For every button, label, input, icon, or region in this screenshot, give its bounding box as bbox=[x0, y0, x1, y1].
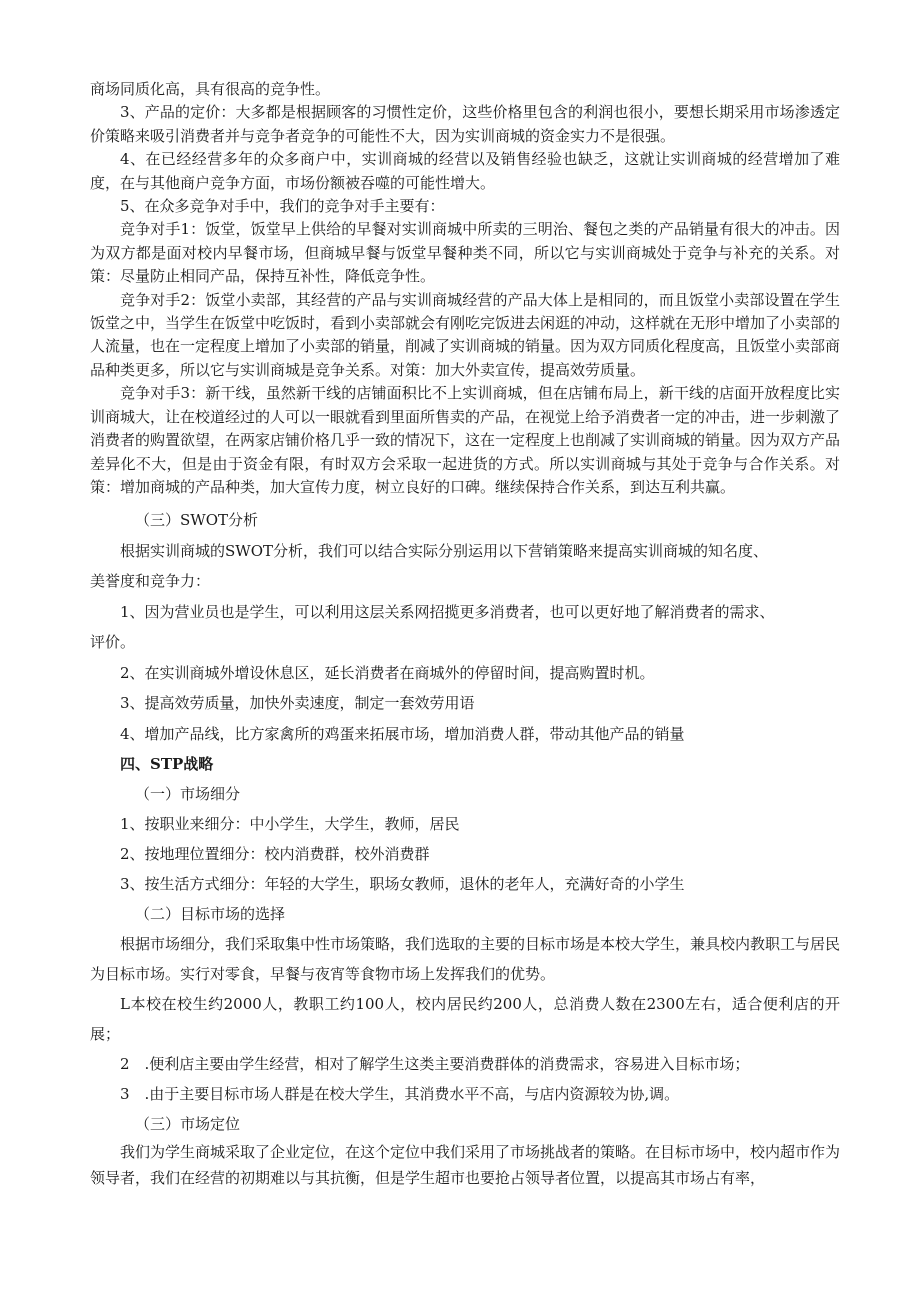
list-item: 3 .由于主要目标市场人群是在校大学生，其消费水平不高，与店内资源较为协,调。 bbox=[120, 1085, 680, 1104]
paragraph: 商场同质化高，具有很高的竞争性。 bbox=[90, 80, 331, 98]
list-item: 1、因为营业员也是学生，可以利用这层关系网招揽更多消费者，也可以更好地了解消费者的需求、 bbox=[120, 602, 775, 621]
paragraph: 美誉度和竞争力： bbox=[90, 572, 211, 591]
paragraph: 竞争对手3：新干线，虽然新干线的店铺面积比不上实训商城，但在店铺布局上，新干线的店面开放程度比实训商城大，让在校道经过的人可以一眼就看到里面所售卖的产品，在视觉上给予消费者一定的冲击，进一步刺激了消费者的购置欲望，在两家店铺价格几乎一致的情况下，这在一定程度上也削减了实训商城的销量。因为双方产品差异化不大，但是由于资金有限，有时双方会采取一起进货的方式。所以实训商城与其处于竞争与合作关系。对策：增加商城的产品种类，加大宣传力度，树立良好的口碑。继续保持合作关系，到达互利共赢。 bbox=[90, 384, 841, 496]
subsection-heading: （一）市场细分 bbox=[135, 785, 241, 804]
list-item: 3、按生活方式细分：年轻的大学生，职场女教师，退休的老年人，充满好奇的小学生 bbox=[120, 875, 685, 894]
list-item: L本校在校生约2000人，教职工约100人，校内居民约200人，总消费人数在2300左右，适合便利店的开展； bbox=[90, 995, 840, 1044]
list-item: 3、提高效劳质量，加快外卖速度，制定一套效劳用语 bbox=[120, 694, 475, 713]
paragraph: 竞争对手2：饭堂小卖部，其经营的产品与实训商城经营的产品大体上是相同的，而且饭堂小卖部设置在学生饭堂之中，当学生在饭堂中吃饭时，看到小卖部就会有刚吃完饭进去闲逛的冲动，这样就在无形中增加了小卖部的人流量，也在一定程度上增加了小卖部的销量，削减了实训商城的销量。因为双方同质化程度高，且饭堂小卖部商品种类更多，所以它与实训商城是竞争关系。对策：加大外卖宣传，提高效劳质量。 bbox=[90, 290, 841, 379]
paragraph: 4、在已经经营多年的众多商户中，实训商城的经营以及销售经验也缺乏，这就让实训商城的经营增加了难度，在与其他商户竞争方面，市场份额被吞噬的可能性增大。 bbox=[90, 150, 840, 192]
subsection-heading: （二）目标市场的选择 bbox=[135, 905, 286, 924]
list-item: 评价。 bbox=[90, 633, 136, 652]
list-item: 2 .便利店主要由学生经营，相对了解学生这类主要消费群体的消费需求，容易进入目标市场； bbox=[120, 1055, 750, 1074]
list-item: 1、按职业来细分：中小学生，大学生，教师，居民 bbox=[120, 815, 460, 834]
list-item: 2、在实训商城外增设休息区，延长消费者在商城外的停留时间，提高购置时机。 bbox=[120, 663, 655, 682]
section-heading-stp: 四、STP战略 bbox=[120, 755, 214, 774]
subsection-heading: （三）市场定位 bbox=[135, 1115, 241, 1134]
document-page bbox=[90, 78, 840, 1191]
list-item: 4、增加产品线，比方家禽所的鸡蛋来拓展市场，增加消费人群，带动其他产品的销量 bbox=[120, 724, 685, 743]
paragraph: 我们为学生商城采取了企业定位，在这个定位中我们采用了市场挑战者的策略。在目标市场中，校内超市作为领导者，我们在经营的初期难以与其抗衡，但是学生超市也要抢占领导者位置，以提高其市场占有率， bbox=[90, 1143, 841, 1188]
section-heading-swot: （三）SWOT分析 bbox=[135, 511, 258, 530]
paragraph: 竞争对手1：饭堂，饭堂早上供给的早餐对实训商城中所卖的三明治、餐包之类的产品销量有很大的冲击。因为双方都是面对校内早餐市场，但商城早餐与饭堂早餐种类不同，所以它与实训商城处于竞争与补充的关系。对策：尽量防止相同产品，保持互补性，降低竞争性。 bbox=[90, 220, 840, 286]
list-item: 2、按地理位置细分：校内消费群，校外消费群 bbox=[120, 845, 430, 864]
paragraph: 根据市场细分，我们采取集中性市场策略，我们选取的主要的目标市场是本校大学生，兼具校内教职工与居民为目标市场。实行对零食，早餐与夜宵等食物市场上发挥我们的优势。 bbox=[90, 935, 841, 984]
paragraph: 3、产品的定价：大多都是根据顾客的习惯性定价，这些价格里包含的利润也很小，要想长期采用市场渗透定价策略来吸引消费者并与竞争者竞争的可能性不大，因为实训商城的资金实力不是很强。 bbox=[90, 103, 840, 145]
paragraph: 根据实训商城的SWOT分析，我们可以结合实际分别运用以下营销策略来提高实训商城的知名度、 bbox=[120, 541, 768, 560]
paragraph: 5、在众多竞争对手中，我们的竞争对手主要有： bbox=[120, 197, 445, 216]
